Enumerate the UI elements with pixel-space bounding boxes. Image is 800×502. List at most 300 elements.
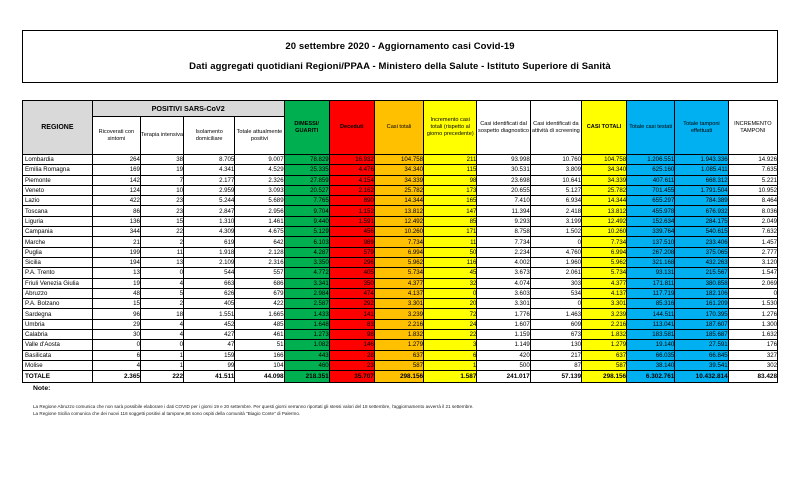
cell-value: 298.156 <box>374 371 423 383</box>
cell-value: 211 <box>424 155 477 165</box>
cell-value: 4.074 <box>477 278 530 288</box>
cell-value: 27.591 <box>675 340 728 350</box>
cell-value: 170.395 <box>675 309 728 319</box>
cell-value: 87 <box>530 360 581 370</box>
cell-value: 637 <box>374 350 423 360</box>
table-row <box>23 227 778 237</box>
table-row <box>23 155 778 165</box>
cell-value: 1.551 <box>184 309 235 319</box>
cell-value: 264 <box>92 155 140 165</box>
cell-value: 0 <box>728 288 777 298</box>
cell-value: 0 <box>92 340 140 350</box>
cell-value: 14.926 <box>728 155 777 165</box>
cell-value: 11 <box>140 247 183 257</box>
cell-value: 2.847 <box>184 206 235 216</box>
cell-value: 194 <box>92 257 140 267</box>
cell-value: 2.365 <box>92 371 140 383</box>
table-row <box>23 360 778 370</box>
cell-region-name: P.A. Bolzano <box>23 299 93 309</box>
cell-value: 5.734 <box>374 268 423 278</box>
cell-value: 9.007 <box>235 155 284 165</box>
cell-value: 173 <box>424 185 477 195</box>
cell-region-name: Lombardia <box>23 155 93 165</box>
cell-value: 1.832 <box>374 330 423 340</box>
cell-region-name: Calabria <box>23 330 93 340</box>
cell-value: 34.339 <box>582 175 627 185</box>
cell-value: 10.760 <box>530 155 581 165</box>
cell-value: 11 <box>424 237 477 247</box>
cell-value: 344 <box>92 227 140 237</box>
cell-value: 3.809 <box>530 165 581 175</box>
notes-section <box>33 385 733 417</box>
header-date-line: 20 settembre 2020 - Aggiornamento casi Covid-19 <box>285 41 515 52</box>
cell-value: 625.160 <box>627 165 675 175</box>
cell-value: 4.309 <box>184 227 235 237</box>
cell-value: 1.832 <box>582 330 627 340</box>
cell-value: 427 <box>184 330 235 340</box>
cell-value: 27.859 <box>284 175 329 185</box>
cell-value: 4 <box>92 360 140 370</box>
cell-value: 113.041 <box>627 319 675 329</box>
cell-value: 1.665 <box>235 309 284 319</box>
cell-value: 3.301 <box>374 299 423 309</box>
cell-value: 24 <box>424 319 477 329</box>
table-row <box>23 299 778 309</box>
table-header-group-row <box>23 101 778 117</box>
header-cell-incremento-casi-totali: Incremento casi totali (rispetto al giorno precedente) <box>424 101 477 155</box>
cell-value: 86 <box>92 206 140 216</box>
cell-value: 35.707 <box>329 371 374 383</box>
cell-value: 10 <box>140 185 183 195</box>
cell-value: 137.510 <box>627 237 675 247</box>
header-subtitle-line: Dati aggregati quotidiani Regioni/PPAA - Ministero della Salute - Istituto Superiore di Sanità <box>189 61 611 72</box>
cell-region-name: Puglia <box>23 247 93 257</box>
cell-region-name: Sardegna <box>23 309 93 319</box>
cell-value: 1.648 <box>284 319 329 329</box>
cell-value: 57.139 <box>530 371 581 383</box>
cell-value: 2.162 <box>329 185 374 195</box>
cell-value: 3.341 <box>284 278 329 288</box>
cell-value: 2.177 <box>184 175 235 185</box>
table-row <box>23 268 778 278</box>
cell-value: 2.049 <box>728 216 777 226</box>
cell-value: 25.782 <box>582 185 627 195</box>
cell-region-name: Marche <box>23 237 93 247</box>
cell-value: 22 <box>140 227 183 237</box>
cell-value: 1.502 <box>530 227 581 237</box>
cell-value: 7.635 <box>728 165 777 175</box>
cell-value: 130 <box>530 340 581 350</box>
cell-value: 10.952 <box>728 185 777 195</box>
cell-value: 587 <box>374 360 423 370</box>
cell-value: 117.719 <box>627 288 675 298</box>
cell-value: 1 <box>140 360 183 370</box>
cell-value: 10.432.814 <box>675 371 728 383</box>
cell-value: 2.777 <box>728 247 777 257</box>
cell-value: 34.340 <box>374 165 423 175</box>
cell-value: 701.455 <box>627 185 675 195</box>
cell-value: 44.098 <box>235 371 284 383</box>
cell-value: 2.061 <box>530 268 581 278</box>
header-cell-terapia-intensiva: Terapia intensiva <box>140 117 183 155</box>
cell-value: 8.464 <box>728 196 777 206</box>
cell-region-name: Liguria <box>23 216 93 226</box>
cell-region-name: Molise <box>23 360 93 370</box>
cell-value: 296 <box>329 257 374 267</box>
cell-value: 284.175 <box>675 216 728 226</box>
cell-value: 1.960 <box>530 257 581 267</box>
cell-value: 2.216 <box>374 319 423 329</box>
cell-value: 500 <box>477 360 530 370</box>
cell-value: 679 <box>235 288 284 298</box>
cell-value: 124 <box>92 185 140 195</box>
cell-value: 13 <box>140 257 183 267</box>
cell-value: 686 <box>235 278 284 288</box>
cell-value: 141 <box>329 309 374 319</box>
cell-value: 3.199 <box>530 216 581 226</box>
cell-value: 8.705 <box>184 155 235 165</box>
cell-value: 72 <box>424 309 477 319</box>
cell-value: 474 <box>329 288 374 298</box>
cell-value: 165 <box>424 196 477 206</box>
cell-value: 2.216 <box>582 319 627 329</box>
cell-value: 11.394 <box>477 206 530 216</box>
cell-value: 30 <box>92 330 140 340</box>
cell-value: 668.312 <box>675 175 728 185</box>
cell-value: 215.567 <box>675 268 728 278</box>
cell-value: 1.310 <box>184 216 235 226</box>
cell-value: 1 <box>140 350 183 360</box>
cell-value: 10.641 <box>530 175 581 185</box>
cell-region-name: Emilia Romagna <box>23 165 93 175</box>
cell-value: 171 <box>424 227 477 237</box>
header-cell-isolamento-domiciliare: Isolamento domiciliare <box>184 117 235 155</box>
cell-value: 4.154 <box>329 175 374 185</box>
table-row <box>23 350 778 360</box>
cell-value: 13 <box>92 268 140 278</box>
cell-value: 222 <box>140 371 183 383</box>
cell-value: 23 <box>140 206 183 216</box>
cell-value: 327 <box>728 350 777 360</box>
cell-value: 38.140 <box>627 360 675 370</box>
cell-value: 7.734 <box>374 237 423 247</box>
cell-value: 1.461 <box>235 216 284 226</box>
table-row <box>23 185 778 195</box>
cell-value: 183.581 <box>627 330 675 340</box>
cell-value: 1.918 <box>184 247 235 257</box>
table-row <box>23 196 778 206</box>
table-row <box>23 206 778 216</box>
cell-value: 10.260 <box>582 227 627 237</box>
cell-value: 136 <box>92 216 140 226</box>
cell-value: 4 <box>140 330 183 340</box>
cell-value: 303 <box>530 278 581 288</box>
cell-value: 1.082 <box>284 340 329 350</box>
cell-value: 7.734 <box>582 237 627 247</box>
cell-value: 116 <box>424 257 477 267</box>
cell-region-name: Campania <box>23 227 93 237</box>
cell-value: 146 <box>329 340 374 350</box>
cell-value: 9.293 <box>477 216 530 226</box>
cell-value: 16.932 <box>329 155 374 165</box>
cell-value: 41.511 <box>184 371 235 383</box>
cell-value: 3.301 <box>582 299 627 309</box>
cell-value: 6 <box>424 350 477 360</box>
cell-value: 93.131 <box>627 268 675 278</box>
cell-value: 1.457 <box>728 237 777 247</box>
table-row <box>23 319 778 329</box>
cell-value: 152.634 <box>627 216 675 226</box>
cell-value: 23.698 <box>477 175 530 185</box>
cell-value: 655.297 <box>627 196 675 206</box>
cell-value: 292 <box>329 299 374 309</box>
note-line-2: La Regione Sicilia comunica che dei nuovi 116 soggetti positivi al tampone,66 sono ospiti della comunità "Biagio Conte" di Palermo. <box>33 411 301 417</box>
cell-value: 19 <box>140 165 183 175</box>
cell-value: 0 <box>530 299 581 309</box>
cell-value: 34.339 <box>374 175 423 185</box>
header-cell-casi-screening: Casi identificati da attività di screening <box>530 101 581 155</box>
covid-table-container <box>22 100 778 383</box>
header-cell-totale-tamponi: Totale tamponi effettuati <box>675 101 728 155</box>
cell-value: 2.316 <box>235 257 284 267</box>
cell-value: 1.279 <box>582 340 627 350</box>
cell-value: 1.300 <box>728 319 777 329</box>
cell-value: 115 <box>424 165 477 175</box>
cell-value: 544 <box>184 268 235 278</box>
cell-value: 626 <box>184 288 235 298</box>
cell-value: 13.812 <box>374 206 423 216</box>
cell-value: 10.260 <box>374 227 423 237</box>
cell-value: 96 <box>92 309 140 319</box>
cell-value: 4 <box>140 319 183 329</box>
cell-value: 5.221 <box>728 175 777 185</box>
cell-value: 29 <box>92 319 140 329</box>
header-cell-dimessi-guariti: DIMESSI/ GUARITI <box>284 101 329 155</box>
cell-value: 989 <box>329 237 374 247</box>
cell-value: 6.103 <box>284 237 329 247</box>
cell-value: 47 <box>184 340 235 350</box>
cell-value: 6.934 <box>530 196 581 206</box>
notes-title: Note: <box>33 385 51 392</box>
cell-value: 3.239 <box>582 309 627 319</box>
cell-value: 2 <box>140 237 183 247</box>
header-cell-regione: REGIONE <box>23 101 93 155</box>
cell-value: 1.632 <box>728 330 777 340</box>
cell-value: 2.234 <box>477 247 530 257</box>
cell-value: 2.069 <box>728 278 777 288</box>
cell-value: 460 <box>284 360 329 370</box>
cell-value: 579 <box>329 247 374 257</box>
cell-value: 104.758 <box>582 155 627 165</box>
cell-value: 20 <box>424 299 477 309</box>
cell-value: 1.791.504 <box>675 185 728 195</box>
cell-value: 2.959 <box>184 185 235 195</box>
cell-value: 1.463 <box>530 309 581 319</box>
cell-value: 1.776 <box>477 309 530 319</box>
cell-value: 3.603 <box>477 288 530 298</box>
cell-value: 1.587 <box>424 371 477 383</box>
cell-value: 30.531 <box>477 165 530 175</box>
cell-value: 1.085.411 <box>675 165 728 175</box>
cell-region-name: Piemonte <box>23 175 93 185</box>
cell-value: 642 <box>235 237 284 247</box>
cell-value: 50 <box>424 247 477 257</box>
cell-value: 1.149 <box>477 340 530 350</box>
cell-value: 39.541 <box>675 360 728 370</box>
header-cell-ricoverati-sintomi: Ricoverati con sintomi <box>92 117 140 155</box>
cell-value: 1 <box>424 360 477 370</box>
cell-value: 4.476 <box>329 165 374 175</box>
cell-value: 452 <box>184 319 235 329</box>
cell-value: 485 <box>235 319 284 329</box>
cell-value: 557 <box>235 268 284 278</box>
cell-value: 4.002 <box>477 257 530 267</box>
table-row <box>23 175 778 185</box>
cell-value: 159 <box>184 350 235 360</box>
cell-value: 405 <box>184 299 235 309</box>
cell-region-name: Veneto <box>23 185 93 195</box>
cell-value: 4.137 <box>374 288 423 298</box>
cell-value: 15 <box>92 299 140 309</box>
cell-value: 422 <box>92 196 140 206</box>
cell-value: 83 <box>329 319 374 329</box>
cell-value: 14.344 <box>374 196 423 206</box>
cell-value: 217 <box>530 350 581 360</box>
cell-value: 93.998 <box>477 155 530 165</box>
cell-value: 2.109 <box>184 257 235 267</box>
cell-value: 20.527 <box>284 185 329 195</box>
cell-value: 4.137 <box>582 288 627 298</box>
cell-value: 166 <box>235 350 284 360</box>
cell-value: 66.035 <box>627 350 675 360</box>
cell-value: 5.689 <box>235 196 284 206</box>
covid-data-table <box>22 100 778 383</box>
cell-value: 587 <box>582 360 627 370</box>
cell-value: 339.764 <box>627 227 675 237</box>
cell-value: 1.433 <box>284 309 329 319</box>
cell-value: 455.978 <box>627 206 675 216</box>
cell-value: 676.932 <box>675 206 728 216</box>
cell-value: 5.962 <box>374 257 423 267</box>
cell-value: 609 <box>530 319 581 329</box>
cell-value: 407.611 <box>627 175 675 185</box>
cell-value: 302 <box>728 360 777 370</box>
table-row <box>23 165 778 175</box>
cell-value: 2.418 <box>530 206 581 216</box>
cell-value: 241.017 <box>477 371 530 383</box>
cell-value: 0 <box>140 340 183 350</box>
cell-value: 28 <box>329 350 374 360</box>
cell-value: 182.106 <box>675 288 728 298</box>
cell-value: 0 <box>424 288 477 298</box>
cell-value: 350 <box>329 278 374 288</box>
cell-region-name: Valle d'Aosta <box>23 340 93 350</box>
cell-value: 405 <box>329 268 374 278</box>
table-row <box>23 278 778 288</box>
cell-value: 32 <box>424 278 477 288</box>
cell-value: 4.377 <box>582 278 627 288</box>
cell-value: 461 <box>235 330 284 340</box>
header-cell-casi-totali-maiusc: CASI TOTALI <box>582 101 627 155</box>
cell-value: 85.316 <box>627 299 675 309</box>
cell-value: 233.406 <box>675 237 728 247</box>
cell-value: 23 <box>329 360 374 370</box>
header-cell-casi-totali: Casi totali <box>374 101 423 155</box>
cell-value: 187.607 <box>675 319 728 329</box>
cell-region-name: TOTALE <box>23 371 93 383</box>
cell-value: 176 <box>728 340 777 350</box>
cell-value: 6.994 <box>374 247 423 257</box>
cell-value: 9.440 <box>284 216 329 226</box>
cell-value: 78.829 <box>284 155 329 165</box>
cell-value: 3.301 <box>477 299 530 309</box>
cell-value: 4 <box>140 278 183 288</box>
cell-value: 5.244 <box>184 196 235 206</box>
cell-region-name: Umbria <box>23 319 93 329</box>
cell-value: 23 <box>140 196 183 206</box>
cell-value: 144.511 <box>627 309 675 319</box>
cell-value: 66.845 <box>675 350 728 360</box>
cell-value: 663 <box>184 278 235 288</box>
cell-value: 45 <box>424 268 477 278</box>
cell-value: 673 <box>530 330 581 340</box>
header-cell-totale-casi-testati: Totale casi testati <box>627 101 675 155</box>
cell-value: 25.782 <box>374 185 423 195</box>
cell-value: 6 <box>92 350 140 360</box>
cell-value: 185.687 <box>675 330 728 340</box>
cell-value: 7 <box>140 175 183 185</box>
cell-value: 2.956 <box>235 206 284 216</box>
cell-value: 890 <box>329 196 374 206</box>
cell-value: 83.428 <box>728 371 777 383</box>
cell-value: 637 <box>582 350 627 360</box>
cell-value: 3.239 <box>374 309 423 319</box>
cell-value: 8.036 <box>728 206 777 216</box>
cell-value: 1.279 <box>374 340 423 350</box>
cell-value: 6.994 <box>582 247 627 257</box>
cell-region-name: Basilicata <box>23 350 93 360</box>
report-header <box>22 30 778 83</box>
cell-value: 7.765 <box>284 196 329 206</box>
cell-value: 1.159 <box>477 330 530 340</box>
cell-region-name: Friuli Venezia Giulia <box>23 278 93 288</box>
table-row <box>23 288 778 298</box>
cell-value: 422 <box>235 299 284 309</box>
cell-value: 2.128 <box>235 247 284 257</box>
cell-value: 3.673 <box>477 268 530 278</box>
cell-value: 4.287 <box>284 247 329 257</box>
table-row <box>23 257 778 267</box>
cell-value: 2.326 <box>235 175 284 185</box>
cell-value: 142 <box>92 175 140 185</box>
header-cell-incremento-tamponi: INCREMENTO TAMPONI <box>728 101 777 155</box>
cell-value: 161.209 <box>675 299 728 309</box>
cell-value: 5.962 <box>582 257 627 267</box>
cell-value: 1.530 <box>728 299 777 309</box>
cell-value: 8.758 <box>477 227 530 237</box>
cell-value: 147 <box>424 206 477 216</box>
cell-value: 1.591 <box>329 216 374 226</box>
cell-value: 0 <box>140 268 183 278</box>
cell-value: 321.168 <box>627 257 675 267</box>
cell-value: 0 <box>530 237 581 247</box>
cell-value: 218.351 <box>284 371 329 383</box>
cell-value: 4.529 <box>235 165 284 175</box>
cell-value: 267.208 <box>627 247 675 257</box>
cell-value: 7.410 <box>477 196 530 206</box>
cell-value: 5.129 <box>284 227 329 237</box>
cell-value: 432.263 <box>675 257 728 267</box>
